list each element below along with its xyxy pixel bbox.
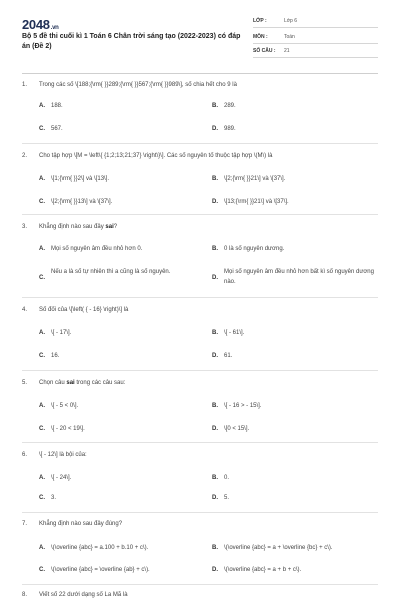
option-text: \[ - 17\].: [51, 330, 72, 336]
option-letter: A.: [39, 246, 45, 252]
meta-row-subject: [253, 30, 378, 44]
question-text: Cho tập hợp \[M = \left\{ {1;2;13;21;37} \right\}\]. Các số nguyên tố thuộc tập hợp \(M\) là: [39, 153, 273, 159]
site-logo[interactable]: [22, 17, 59, 32]
option-letter: A.: [39, 403, 45, 409]
option-text: 0.: [224, 475, 230, 481]
option-letter: D.: [212, 199, 218, 205]
option-text: \[2;{\rm{ }}21\] và \[37\].: [224, 176, 286, 182]
question-number: 5.: [22, 380, 28, 386]
meta-row-count: [253, 44, 378, 58]
question-divider: [22, 584, 378, 585]
option-text: Mọi số nguyên âm đều nhỏ hơn 0.: [51, 246, 143, 252]
option-letter: A.: [39, 176, 45, 182]
meta-key: SỐ CÂU :: [253, 48, 276, 54]
emphasis-word: sai: [66, 380, 75, 386]
meta-row-class: [253, 14, 378, 28]
question-number: 3.: [22, 224, 28, 230]
option-letter: D.: [212, 353, 218, 359]
question-number: 4.: [22, 307, 28, 313]
option-letter: B.: [212, 545, 218, 551]
option-text: \[ - 61\].: [224, 330, 245, 336]
question-text-part: ?: [113, 224, 118, 230]
meta-value: 21: [284, 48, 290, 54]
option-text: \[ - 20 < 19\].: [51, 426, 85, 432]
question-text: [39, 380, 125, 386]
option-text: \[ - 5 < 0\].: [51, 403, 79, 409]
logo-text: 2048: [22, 17, 50, 32]
question-text: Khẳng định nào sau đây đúng?: [39, 521, 123, 527]
option-letter: C.: [39, 275, 45, 281]
question-divider: [22, 512, 378, 513]
option-letter: D.: [212, 567, 218, 573]
question-number: 7.: [22, 521, 28, 527]
option-letter: D.: [212, 495, 218, 501]
option-letter: A.: [39, 545, 45, 551]
option-letter: B.: [212, 176, 218, 182]
question-text-part: Khẳng định nào sau đây: [39, 224, 106, 230]
option-text: 0 là số nguyên dương.: [224, 246, 285, 252]
question-text: \[ - 12\] là bội của:: [39, 452, 87, 458]
question-text-part: trong các câu sau:: [74, 380, 126, 386]
option-letter: A.: [39, 103, 45, 109]
question-divider: [22, 297, 378, 298]
option-text: \(\overline {abc} = \overline {ab} + c\).: [51, 567, 150, 573]
question-divider: [22, 370, 378, 371]
option-text: \[ - 24\].: [51, 475, 72, 481]
question-divider: [22, 143, 378, 144]
question-number: 2.: [22, 153, 28, 159]
option-letter: B.: [212, 246, 218, 252]
option-letter: A.: [39, 330, 45, 336]
option-text: 289.: [224, 103, 236, 109]
option-text: Nếu a là số tự nhiên thì a cũng là số nguyên.: [51, 269, 171, 275]
option-text: \(\overline {abc} = a + \overline {bc} + c\).: [224, 545, 333, 551]
exam-title: Bộ 5 đề thi cuối kì 1 Toán 6 Chân trời sáng tạo (2022-2023) có đáp án (Đề 2): [22, 33, 241, 50]
option-letter: B.: [212, 403, 218, 409]
option-letter: D.: [212, 126, 218, 132]
emphasis-word: sai: [105, 224, 114, 230]
logo-suffix: .vn: [50, 25, 59, 31]
meta-key: MÔN :: [253, 34, 268, 40]
meta-key: LỚP :: [253, 18, 267, 24]
option-text: \[0 < 15\].: [224, 426, 250, 432]
option-text: 989.: [224, 126, 236, 132]
question-number: 8.: [22, 592, 28, 598]
option-letter: B.: [212, 103, 218, 109]
meta-value: Toán: [284, 34, 295, 40]
option-text: 5.: [224, 495, 230, 501]
option-text: \[ - 16 > - 15\].: [224, 403, 262, 409]
option-text: 16.: [51, 353, 60, 359]
option-letter: C.: [39, 495, 45, 501]
meta-value: Lớp 6: [284, 18, 298, 24]
option-letter: C.: [39, 353, 45, 359]
option-letter: C.: [39, 426, 45, 432]
option-text: Mọi số nguyên âm đều nhỏ hơn bất kì số nguyên dương nào.: [224, 269, 374, 285]
question-text: Trong các số \[188;{\rm{ }}289;{\rm{ }}567;{\rm{ }}989\], số chia hết cho 9 là: [39, 82, 237, 88]
option-text: 567.: [51, 126, 63, 132]
option-text: 188.: [51, 103, 63, 109]
option-text: 3.: [51, 495, 57, 501]
option-letter: C.: [39, 126, 45, 132]
question-number: 1.: [22, 82, 28, 88]
question-text: Viết số 22 dưới dạng số La Mã là: [39, 592, 128, 598]
option-letter: C.: [39, 199, 45, 205]
option-text: \(\overline {abc} = a.100 + b.10 + c\).: [51, 545, 149, 551]
question-text: Số đối của \[\left( { - 16} \right)\] là: [39, 307, 129, 313]
option-letter: C.: [39, 567, 45, 573]
question-number: 6.: [22, 452, 28, 458]
header-divider: [22, 73, 378, 74]
question-text-part: Chọn câu: [39, 380, 67, 386]
option-letter: B.: [212, 330, 218, 336]
option-letter: A.: [39, 475, 45, 481]
option-text: \[1;{\rm{ }}2\] và \[13\].: [51, 176, 110, 182]
question-divider: [22, 442, 378, 443]
option-letter: B.: [212, 475, 218, 481]
option-letter: D.: [212, 426, 218, 432]
option-text: \[2;{\rm{ }}13\] và \[37\].: [51, 199, 113, 205]
option-text: \(\overline {abc} = a + b + c\).: [224, 567, 302, 573]
option-text: \[13;{\rm{ }}21\] và \[37\].: [224, 199, 289, 205]
option-text: 61.: [224, 353, 233, 359]
question-text: [39, 224, 117, 230]
document-header: [0, 0, 400, 70]
question-divider: [22, 214, 378, 215]
option-letter: D.: [212, 275, 218, 281]
